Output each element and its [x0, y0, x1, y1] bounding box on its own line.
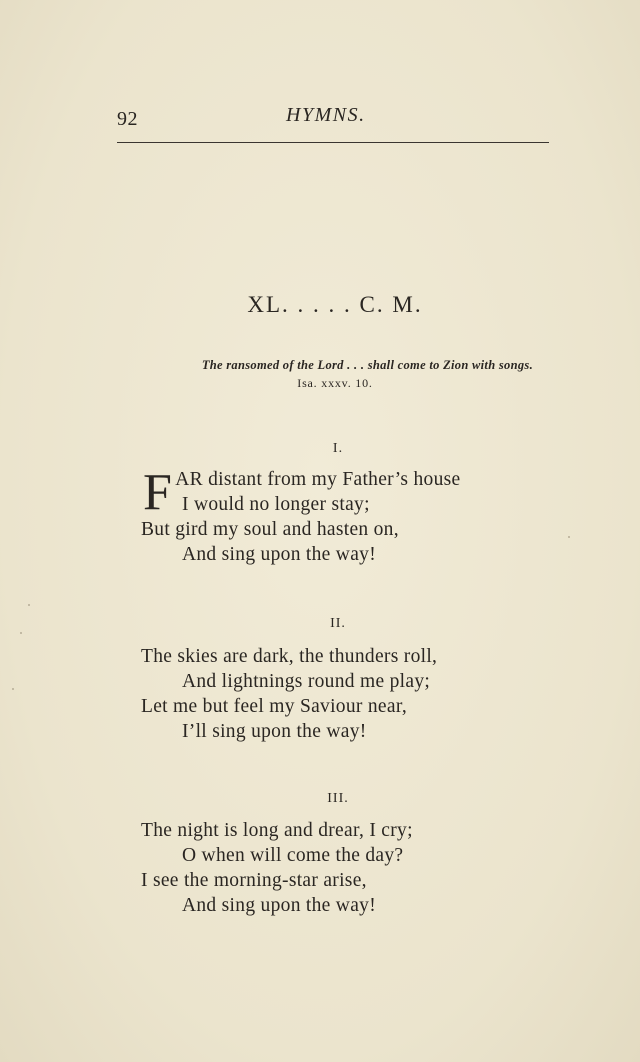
header-rule — [117, 142, 549, 143]
stanza-3 — [141, 818, 541, 918]
paper-speck — [568, 536, 570, 538]
running-head: HYMNS. — [286, 104, 366, 126]
stanza-2 — [141, 644, 541, 744]
stanza-line: The skies are dark, the thunders roll, — [141, 646, 438, 667]
stanza-number-1: I. — [332, 441, 344, 456]
stanza-line: I would no longer stay; — [182, 494, 370, 515]
stanza-line: FAR distant from my Father’s house — [143, 464, 461, 521]
stanza-line: I see the morning-star arise, — [141, 870, 367, 891]
stanza-line: And sing upon the way! — [182, 544, 376, 565]
stanza-number-3: III. — [327, 791, 349, 806]
paper-speck — [20, 632, 22, 634]
stanza-line: I’ll sing upon the way! — [182, 721, 367, 742]
stanza-line: But gird my soul and hasten on, — [141, 519, 399, 540]
stanza-line: And lightnings round me play; — [182, 671, 431, 692]
hymn-title: XL. . . . . C. M. — [247, 292, 423, 317]
stanza-1 — [141, 464, 541, 567]
stanza-line: The night is long and drear, I cry; — [141, 820, 413, 841]
paper-speck — [12, 688, 14, 690]
stanza-line: O when will come the day? — [182, 845, 404, 866]
stanza-line: Let me but feel my Saviour near, — [141, 696, 408, 717]
stanza-line: And sing upon the way! — [182, 895, 376, 916]
epigraph: The ransomed of the Lord . . . shall come to Zion with songs. — [201, 358, 533, 372]
stanza-number-2: II. — [330, 616, 346, 631]
page-number: 92 — [117, 108, 138, 130]
scripture-citation: Isa. xxxv. 10. — [297, 376, 373, 390]
drop-cap: F — [143, 464, 173, 521]
paper-speck — [28, 604, 30, 606]
